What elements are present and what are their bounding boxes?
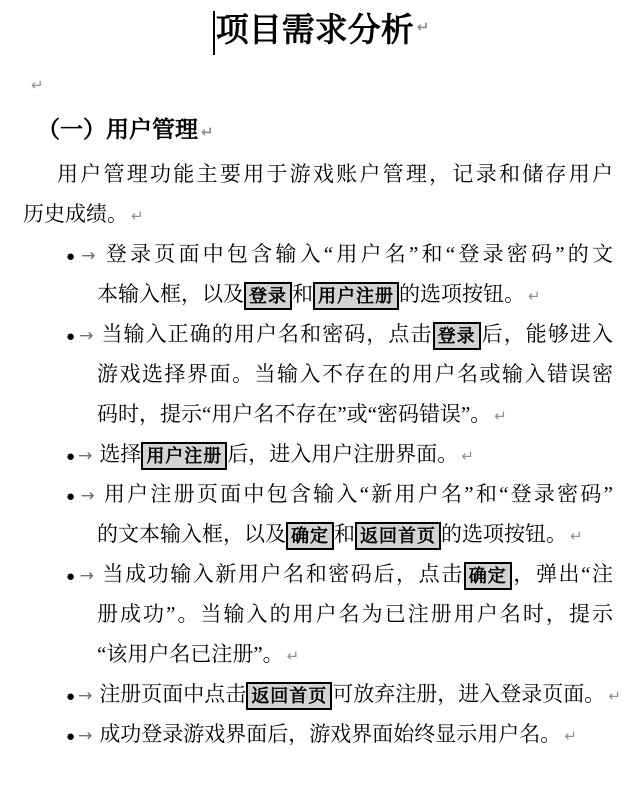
text-run: 历史成绩。 bbox=[23, 202, 128, 226]
paragraph-mark-icon: ↵ bbox=[286, 647, 300, 665]
text-run: 可放弃注册，进入登录页面。 bbox=[332, 682, 606, 706]
text-run: 登录页面中包含输入“用户名”和“登录密码”的文 bbox=[102, 242, 613, 266]
bullet-icon: ● bbox=[66, 689, 76, 705]
text-run: 和 bbox=[292, 282, 313, 306]
tab-mark-icon: → bbox=[79, 326, 94, 346]
document-title-line bbox=[0, 0, 642, 66]
tab-mark-icon: → bbox=[80, 486, 95, 506]
paragraph-line bbox=[0, 154, 642, 194]
text-run: 和 bbox=[334, 522, 355, 546]
text-run: 选择 bbox=[99, 442, 142, 466]
paragraph-mark-icon: ↵ bbox=[131, 207, 144, 225]
text-run: 游戏选择界面。当输入不存在的用户名或输入错误密 bbox=[97, 362, 613, 386]
bullet-icon: ● bbox=[66, 249, 79, 265]
paragraph-line bbox=[0, 194, 642, 234]
text-run: 册成功”。当输入的用户名为已注册用户名时，提示 bbox=[97, 602, 613, 626]
text-run: 当成功输入新用户名和密码后，点击 bbox=[100, 562, 464, 586]
bullet-icon: ● bbox=[66, 729, 76, 745]
paragraph-mark-icon: ↵ bbox=[564, 727, 577, 745]
text-run: 的文本输入框，以及 bbox=[97, 522, 286, 546]
text-run: 注册页面中点击 bbox=[99, 682, 247, 706]
text-run: 的选项按钮。 bbox=[441, 522, 567, 546]
paragraph-mark-icon: ↵ bbox=[528, 287, 541, 305]
text-run: 成功登录游戏界面后，游戏界面始终显示用户名。 bbox=[99, 722, 562, 746]
bullet-line bbox=[0, 594, 642, 634]
document-body bbox=[0, 154, 642, 754]
paragraph-mark-icon: ↵ bbox=[201, 123, 214, 141]
text-run: 用户管理功能主要用于游戏账户管理，记录和储存用户 bbox=[57, 162, 613, 186]
text-cursor bbox=[213, 11, 215, 55]
text-run: 后，进入用户注册界面。 bbox=[227, 442, 459, 466]
inline-option-button: 登录 bbox=[433, 322, 481, 350]
bullet-line bbox=[0, 474, 642, 514]
tab-mark-icon: → bbox=[78, 686, 93, 706]
bullet-line bbox=[0, 674, 642, 714]
inline-option-button: 登录 bbox=[244, 282, 292, 310]
paragraph-mark-icon: ↵ bbox=[461, 447, 474, 465]
tab-mark-icon: → bbox=[78, 446, 93, 466]
text-run: 的选项按钮。 bbox=[399, 282, 525, 306]
section-heading: （一）用户管理 bbox=[37, 116, 198, 142]
inline-option-button: 用户注册 bbox=[141, 442, 227, 470]
bullet-line bbox=[0, 634, 642, 674]
bullet-line bbox=[0, 714, 642, 754]
tab-mark-icon: → bbox=[79, 566, 94, 586]
bullet-line bbox=[0, 514, 642, 554]
bullet-line bbox=[0, 274, 642, 314]
bullet-line bbox=[0, 394, 642, 434]
tab-mark-icon: → bbox=[78, 726, 93, 746]
paragraph-mark-icon: ↵ bbox=[608, 687, 621, 705]
bullet-line bbox=[0, 234, 642, 274]
text-run: “该用户名已注册”。 bbox=[97, 642, 284, 666]
inline-option-button: 确定 bbox=[286, 522, 334, 550]
inline-option-button: 确定 bbox=[464, 562, 512, 590]
paragraph-mark-icon: ↵ bbox=[494, 407, 507, 425]
bullet-line bbox=[0, 354, 642, 394]
bullet-line bbox=[0, 434, 642, 474]
text-run: 用户注册页面中包含输入“新用户名”和“登录密码” bbox=[101, 482, 613, 506]
section-heading-line bbox=[0, 104, 642, 154]
inline-option-button: 返回首页 bbox=[246, 682, 332, 710]
text-run: 当输入正确的用户名和密码，点击 bbox=[100, 322, 433, 346]
bullet-icon: ● bbox=[66, 449, 76, 465]
text-run: ，弹出“注 bbox=[511, 562, 614, 586]
paragraph-mark-icon: ↵ bbox=[416, 18, 430, 36]
text-run: 本输入框，以及 bbox=[97, 282, 244, 306]
inline-option-button: 用户注册 bbox=[313, 282, 399, 310]
bullet-icon: ● bbox=[66, 489, 78, 505]
bullet-icon: ● bbox=[66, 569, 77, 585]
bullet-icon: ● bbox=[66, 329, 77, 345]
text-run: 后，能够进入 bbox=[480, 322, 614, 346]
paragraph-mark-icon: ↵ bbox=[31, 76, 44, 94]
paragraph-mark-icon: ↵ bbox=[570, 527, 583, 545]
empty-paragraph bbox=[0, 66, 642, 104]
bullet-line bbox=[0, 314, 642, 354]
document-title: 项目需求分析 bbox=[215, 13, 414, 49]
inline-option-button: 返回首页 bbox=[355, 522, 441, 550]
bullet-line bbox=[0, 554, 642, 594]
tab-mark-icon: → bbox=[81, 246, 96, 266]
text-run: 码时，提示“用户名不存在”或“密码错误”。 bbox=[97, 402, 492, 426]
